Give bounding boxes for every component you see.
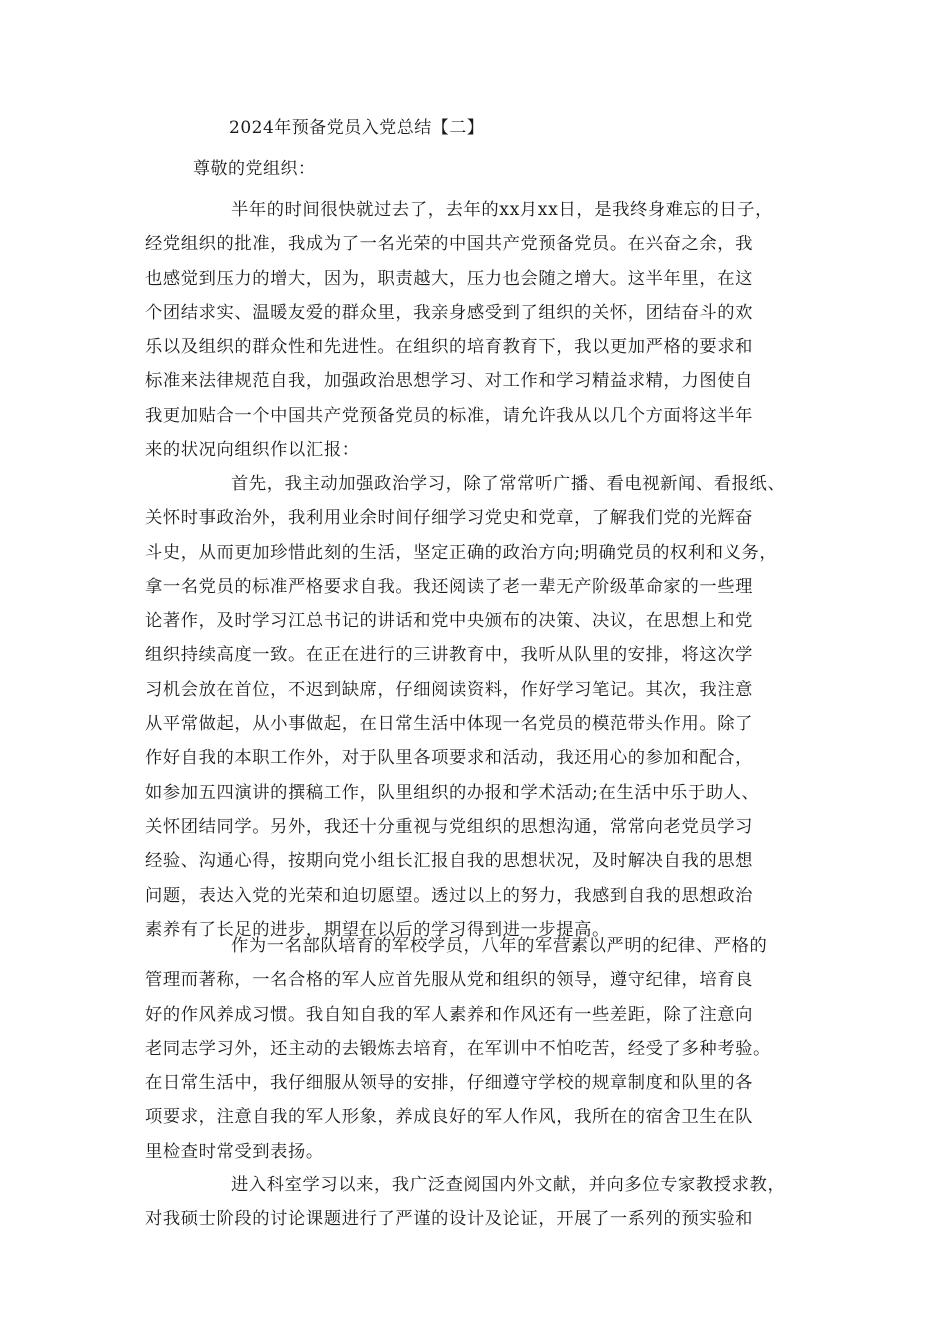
paragraph-line: 在日常生活中，我仔细服从领导的安排，仔细遵守学校的规章制度和队里的各 xyxy=(145,1073,753,1094)
paragraph-line: 作好自我的本职工作外，对于队里各项要求和活动，我还用心的参加和配合， xyxy=(145,748,753,769)
paragraph-line: 半年的时间很快就过去了，去年的xx月xx日，是我终身难忘的日子， xyxy=(231,200,774,220)
paragraph-line: 经验、沟通心得，按期向党小组长汇报自我的思想状况，及时解决自我的思想 xyxy=(145,851,753,872)
document-title: 2024年预备党员入党总结【二】 xyxy=(229,118,485,138)
paragraph-line: 关怀团结同学。另外，我还十分重视与党组织的思想沟通，常常向老党员学习 xyxy=(145,816,753,837)
paragraph-line: 首先，我主动加强政治学习，除了常常听广播、看电视新闻、看报纸、 xyxy=(231,474,786,494)
paragraph-line: 问题，表达入党的光荣和迫切愿望。透过以上的努力，我感到自我的思想政治 xyxy=(145,885,753,906)
salutation: 尊敬的党组织： xyxy=(193,159,316,179)
paragraph-line: 管理而著称，一名合格的军人应首先服从党和组织的领导，遵守纪律，培育良 xyxy=(145,970,753,991)
paragraph-line: 也感觉到压力的增大，因为，职责越大，压力也会随之增大。这半年里，在这 xyxy=(145,268,753,289)
paragraph-line: 我更加贴合一个中国共产党预备党员的标准，请允许我从以几个方面将这半年 xyxy=(145,405,753,426)
paragraph-line: 习机会放在首位，不迟到缺席，仔细阅读资料，作好学习笔记。其次，我注意 xyxy=(145,679,753,700)
paragraph-line: 个团结求实、温暖友爱的群众里，我亲身感受到了组织的关怀，团结奋斗的欢 xyxy=(145,302,753,323)
paragraph-line: 关怀时事政治外，我利用业余时间仔细学习党史和党章，了解我们党的光辉奋 xyxy=(145,508,753,529)
paragraph-line: 经党组织的批准，我成为了一名光荣的中国共产党预备党员。在兴奋之余，我 xyxy=(145,234,753,255)
paragraph-line: 老同志学习外，还主动的去锻炼去培育，在军训中不怕吃苦，经受了多种考验。 xyxy=(145,1038,771,1059)
paragraph-line: 从平常做起，从小事做起，在日常生活中体现一名党员的模范带头作用。除了 xyxy=(145,714,753,735)
paragraph-line: 里检查时常受到表扬。 xyxy=(145,1141,324,1162)
paragraph-line: 进入科室学习以来，我广泛查阅国内外文献，并向多位专家教授求教， xyxy=(231,1175,786,1195)
paragraph-line: 作为一名部队培育的军校学员，八年的军营素以严明的纪律、严格的 xyxy=(231,936,768,956)
paragraph-line: 拿一名党员的标准严格要求自我。我还阅读了老一辈无产阶级革命家的一些理 xyxy=(145,576,753,597)
paragraph-3 xyxy=(145,929,831,1169)
paragraph-4 xyxy=(145,1168,831,1237)
paragraph-line: 项要求，注意自我的军人形象，养成良好的军人作风，我所在的宿舍卫生在队 xyxy=(145,1107,753,1128)
paragraph-line: 如参加五四演讲的撰稿工作，队里组织的办报和学术活动;在生活中乐于助人、 xyxy=(145,782,760,803)
paragraph-line: 对我硕士阶段的讨论课题进行了严谨的设计及论证，开展了一系列的预实验和 xyxy=(145,1209,753,1230)
paragraph-line: 组织持续高度一致。在正在进行的三讲教育中，我听从队里的安排，将这次学 xyxy=(145,645,753,666)
paragraph-line: 来的状况向组织作以汇报： xyxy=(145,440,360,461)
paragraph-1 xyxy=(145,193,831,467)
paragraph-line: 斗史，从而更加珍惜此刻的生活，坚定正确的政治方向;明确党员的权利和义务， xyxy=(145,542,778,563)
paragraph-line: 素养有了长足的进步，期望在以后的学习得到进一步提高。 xyxy=(145,919,610,940)
paragraph-line: 标准来法律规范自我，加强政治思想学习、对工作和学习精益求精，力图使自 xyxy=(145,371,753,392)
paragraph-line: 好的作风养成习惯。我自知自我的军人素养和作风还有一些差距，除了注意向 xyxy=(145,1004,753,1025)
paragraph-2 xyxy=(145,467,831,947)
paragraph-line: 乐以及组织的群众性和先进性。在组织的培育教育下，我以更加严格的要求和 xyxy=(145,337,753,358)
paragraph-line: 论著作，及时学习江总书记的讲话和党中央颁布的决策、决议，在思想上和党 xyxy=(145,611,753,632)
